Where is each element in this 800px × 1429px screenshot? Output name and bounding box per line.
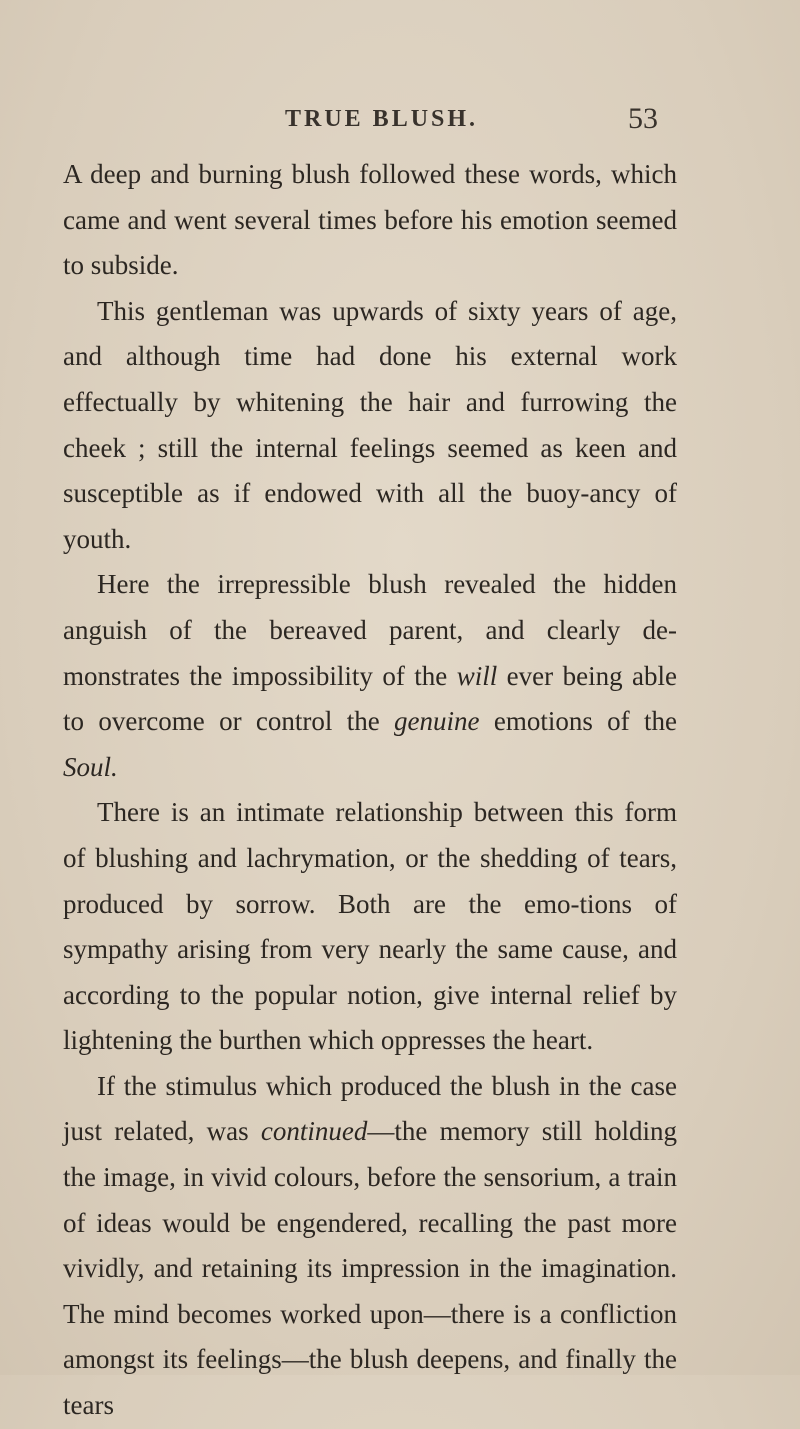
text-segment: ever being able to overcome or control the — [63, 660, 677, 737]
text-segment: If the stimulus which produced the blush in the case just related, was — [63, 1070, 677, 1147]
italic-text: continued — [260, 1116, 368, 1147]
body-text — [63, 152, 677, 1429]
paragraph — [63, 790, 677, 1064]
running-header — [64, 100, 664, 140]
paragraph — [63, 289, 677, 563]
text-segment: A deep and burning blush followed these words, which came and went several times before his emotion seemed to subside. — [63, 159, 677, 281]
paragraph — [63, 152, 677, 289]
italic-text: will — [456, 660, 498, 691]
text-segment: Here the irrepressible blush revealed the hidden anguish of the bereaved parent, and clearly de-monstrates the impossibility of the — [63, 569, 677, 691]
italic-text: Soul. — [63, 751, 118, 782]
text-segment: There is an intimate relationship between this form of blushing and lachrymation, or the shedding of tears, produced by sorrow. Both are the emo-tions of sympathy arising from very nearly the same cause, and according to the popular notion, give internal relief by lightening the burthen which oppresses the heart. — [63, 797, 677, 1056]
running-title: TRUE BLUSH. — [285, 106, 479, 132]
paragraph — [63, 562, 677, 790]
paragraph — [63, 1064, 677, 1429]
text-segment: emotions of the — [479, 706, 677, 737]
page-number: 53 — [628, 102, 658, 135]
text-segment: —the memory still holding the image, in vivid colours, before the sensorium, a train of ideas would be engendered, recalling the past more vividly, and retaining its impression in the imagination. The mind becomes worked upon—there is a confliction amongst its feelings—the blush deepens, and finally the tears — [63, 1116, 678, 1421]
text-segment: This gentleman was upwards of sixty years of age, and although time had done his external work effectually by whitening the hair and furrowing the cheek ; still the internal feelings seemed as keen and susceptible as if endowed with all the buoy-ancy of youth. — [63, 295, 677, 554]
italic-text: genuine — [394, 706, 480, 737]
